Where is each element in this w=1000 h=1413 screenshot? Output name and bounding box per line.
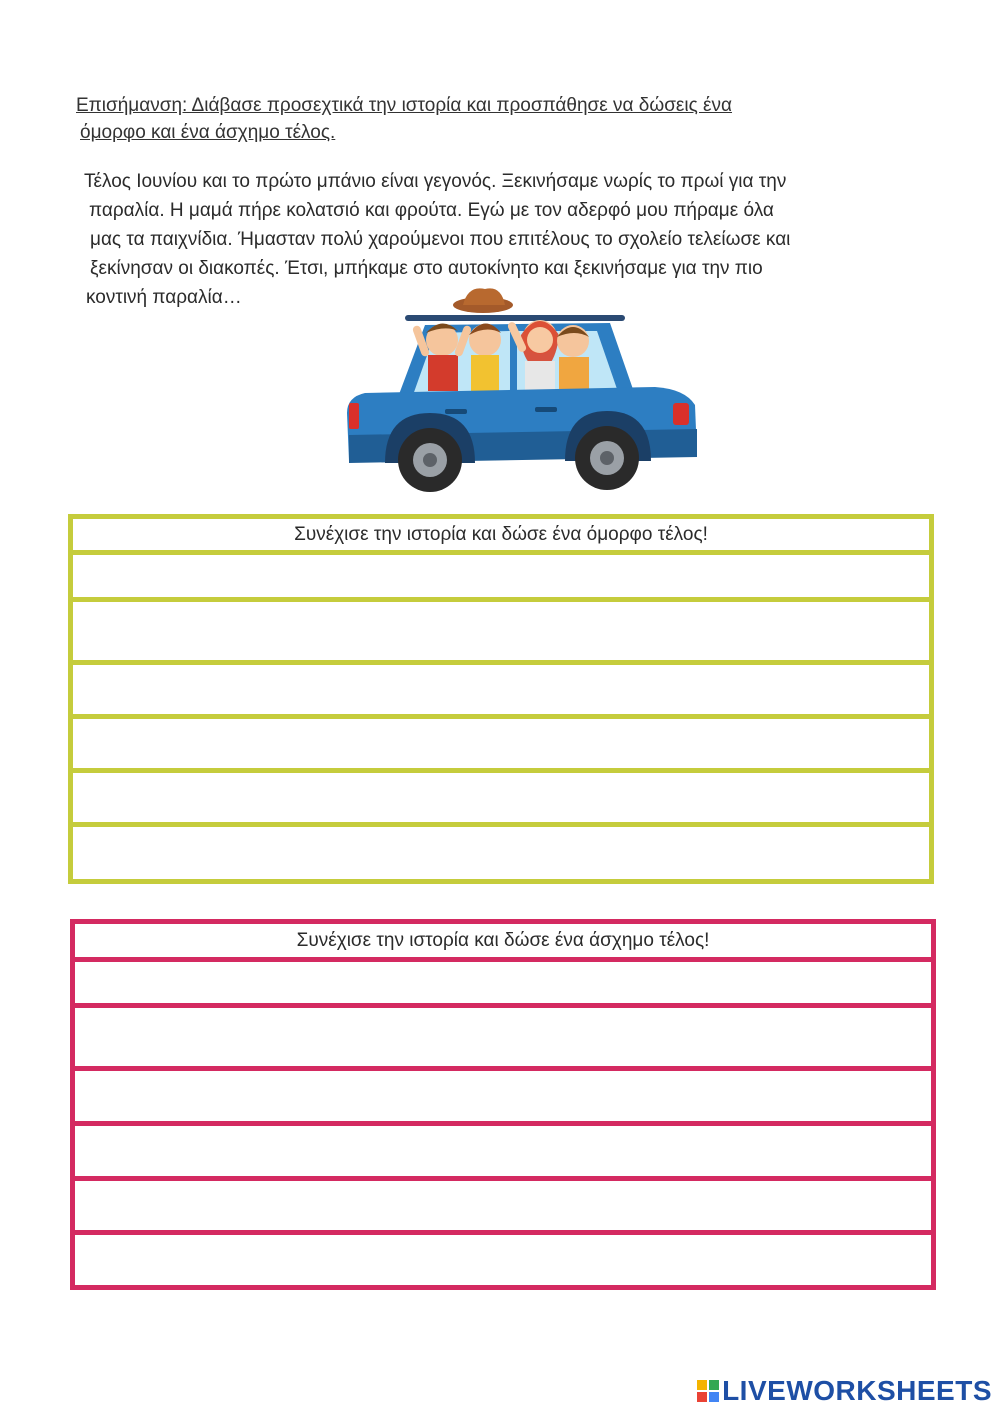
story-line: παραλία. Η μαμά πήρε κολατσιό και φρούτα. Εγώ με τον αδερφό μου πήραμε όλα [89,200,774,221]
answer-line[interactable] [73,773,929,822]
story-line: ξεκίνησαν οι διακοπές. Έτσι, μπήκαμε στο αυτοκίνητο και ξεκινήσαμε για την πιο [90,258,763,279]
liveworksheets-logo-icon [697,1380,719,1402]
answer-line[interactable] [73,827,929,879]
answer-line[interactable] [75,1126,931,1176]
instruction-line-1: Επισήμανση: Διάβασε προσεχτικά την ιστορία και προσπάθησε να δώσεις ένα [76,95,733,116]
instruction-note [76,92,876,146]
sad-ending-box [70,919,936,1290]
story-line: μας τα παιχνίδια. Ήμασταν πολύ χαρούμενοι που επιτέλους το σχολείο τελείωσε και [90,229,791,250]
liveworksheets-logo [697,1375,992,1407]
answer-line[interactable] [73,665,929,714]
answer-line[interactable] [75,1235,931,1285]
answer-line[interactable] [73,602,929,660]
happy-ending-title: Συνέχισε την ιστορία και δώσε ένα όμορφο τέλος! [294,523,708,545]
sad-ending-title: Συνέχισε την ιστορία και δώσε ένα άσχημο τέλος! [296,929,710,951]
family-car-illustration [335,285,710,500]
brand-name: LIVEWORKSHEETS [722,1375,992,1406]
answer-line[interactable] [73,719,929,768]
answer-line[interactable] [73,555,929,597]
answer-line[interactable] [75,1008,931,1066]
answer-line[interactable] [75,1071,931,1121]
story-line: Τέλος Ιουνίου και το πρώτο μπάνιο είναι γεγονός. Ξεκινήσαμε νωρίς το πρωί για την [84,171,787,192]
happy-ending-box [68,514,934,884]
instruction-line-2: όμορφο και ένα άσχημο τέλος. [80,122,336,143]
answer-line[interactable] [75,962,931,1003]
story-line: κοντινή παραλία… [86,287,242,308]
answer-line[interactable] [75,1181,931,1230]
